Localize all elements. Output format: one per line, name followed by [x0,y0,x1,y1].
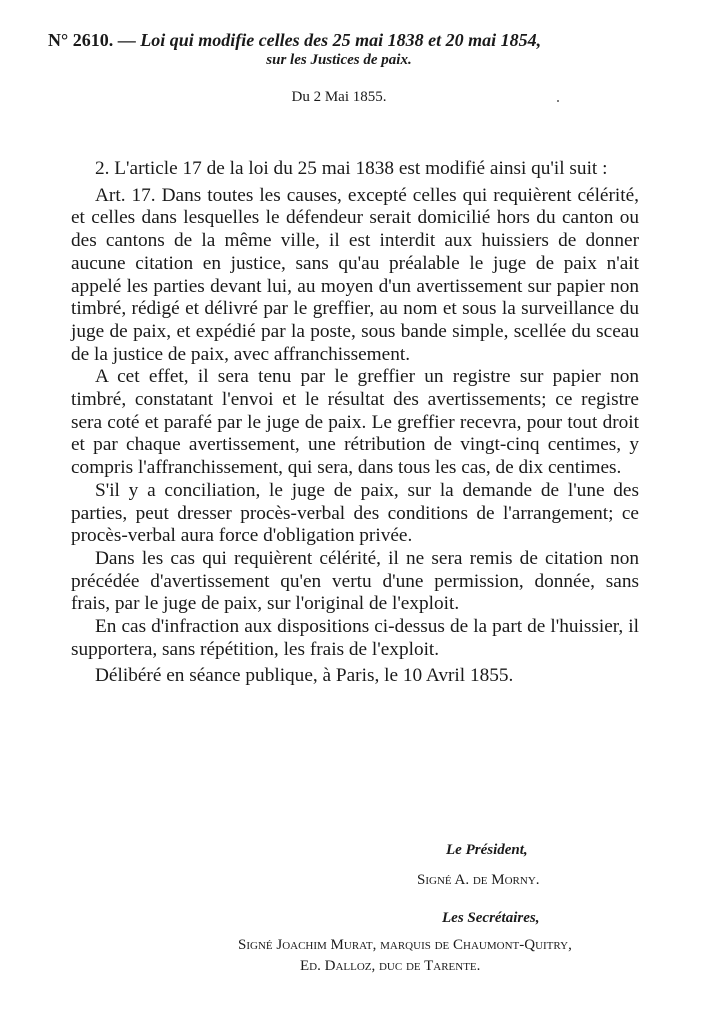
secretaries-title: Les Secrétaires, [442,910,540,926]
secretaries-signature-1: Signé Joachim Murat, marquis de Chaumont-Quitry, [238,937,572,953]
paragraph-article-17: Art. 17. Dans toutes les causes, excepté celles qui requièrent célérité, et celles dans lesquelles le défendeur serait domicilié hors du canton ou des cantons de la même ville, il est interdit aux huissiers de donner aucune citation en justice, sans qu'au préalable le juge de paix n'ait appelé les parties devant lui, au moyen d'un avertissement sur papier non timbré, rédigé et délivré par le greffier, au nom et sous la surveillance du juge de paix, et expédié par la poste, sous bande simple, scellée du sceau de la justice de paix, avec affranchissement. [71,184,639,365]
paragraph-infraction: En cas d'infraction aux dispositions ci-dessus de la part de l'huissier, il supportera, sans répétition, les frais de l'exploit. [71,616,639,660]
paragraph-conciliation: S'il y a conciliation, le juge de paix, sur la demande de l'une des parties, peut dresser procès-verbal des conditions de l'arrangement; ce procès-verbal aura force d'obligation privée. [71,479,639,547]
law-heading [48,30,648,51]
law-subtitle: sur les Justices de paix. [266,52,412,68]
paragraph-registre: A cet effet, il sera tenu par le greffier un registre sur papier non timbré, constatant l'envoi et le résultat des avertissements; ce registre sera coté et parafé par le juge de paix. Le greffier recevra, pour tout droit et par chaque avertissement, une rétribution de vingt-cinq centimes, y compris l'affranchissement, qui sera, dans tous les cas, de dix centimes. [71,366,639,479]
law-body [71,158,639,688]
law-date: Du 2 Mai 1855. [291,89,387,105]
paragraph-celerite: Dans les cas qui requièrent célérité, il ne sera remis de citation non précédée d'avertissement qu'en vertu d'une permission, donnée, sans frais, par le juge de paix, sur l'original de l'exploit. [71,547,639,615]
secretaries-signature-2: Ed. Dalloz, duc de Tarente. [300,958,481,974]
law-number: N° 2610. — [48,30,136,50]
president-signature: Signé A. de Morny. [417,872,540,888]
law-title: Loi qui modifie celles des 25 mai 1838 et 20 mai 1854, [140,30,542,50]
scan-speck [557,100,559,102]
paragraph-deliberation: Délibéré en séance publique, à Paris, le 10 Avril 1855. [95,665,514,687]
paragraph-intro: 2. L'article 17 de la loi du 25 mai 1838 est modifié ainsi qu'il suit : [95,158,608,179]
president-title: Le Président, [446,842,528,858]
